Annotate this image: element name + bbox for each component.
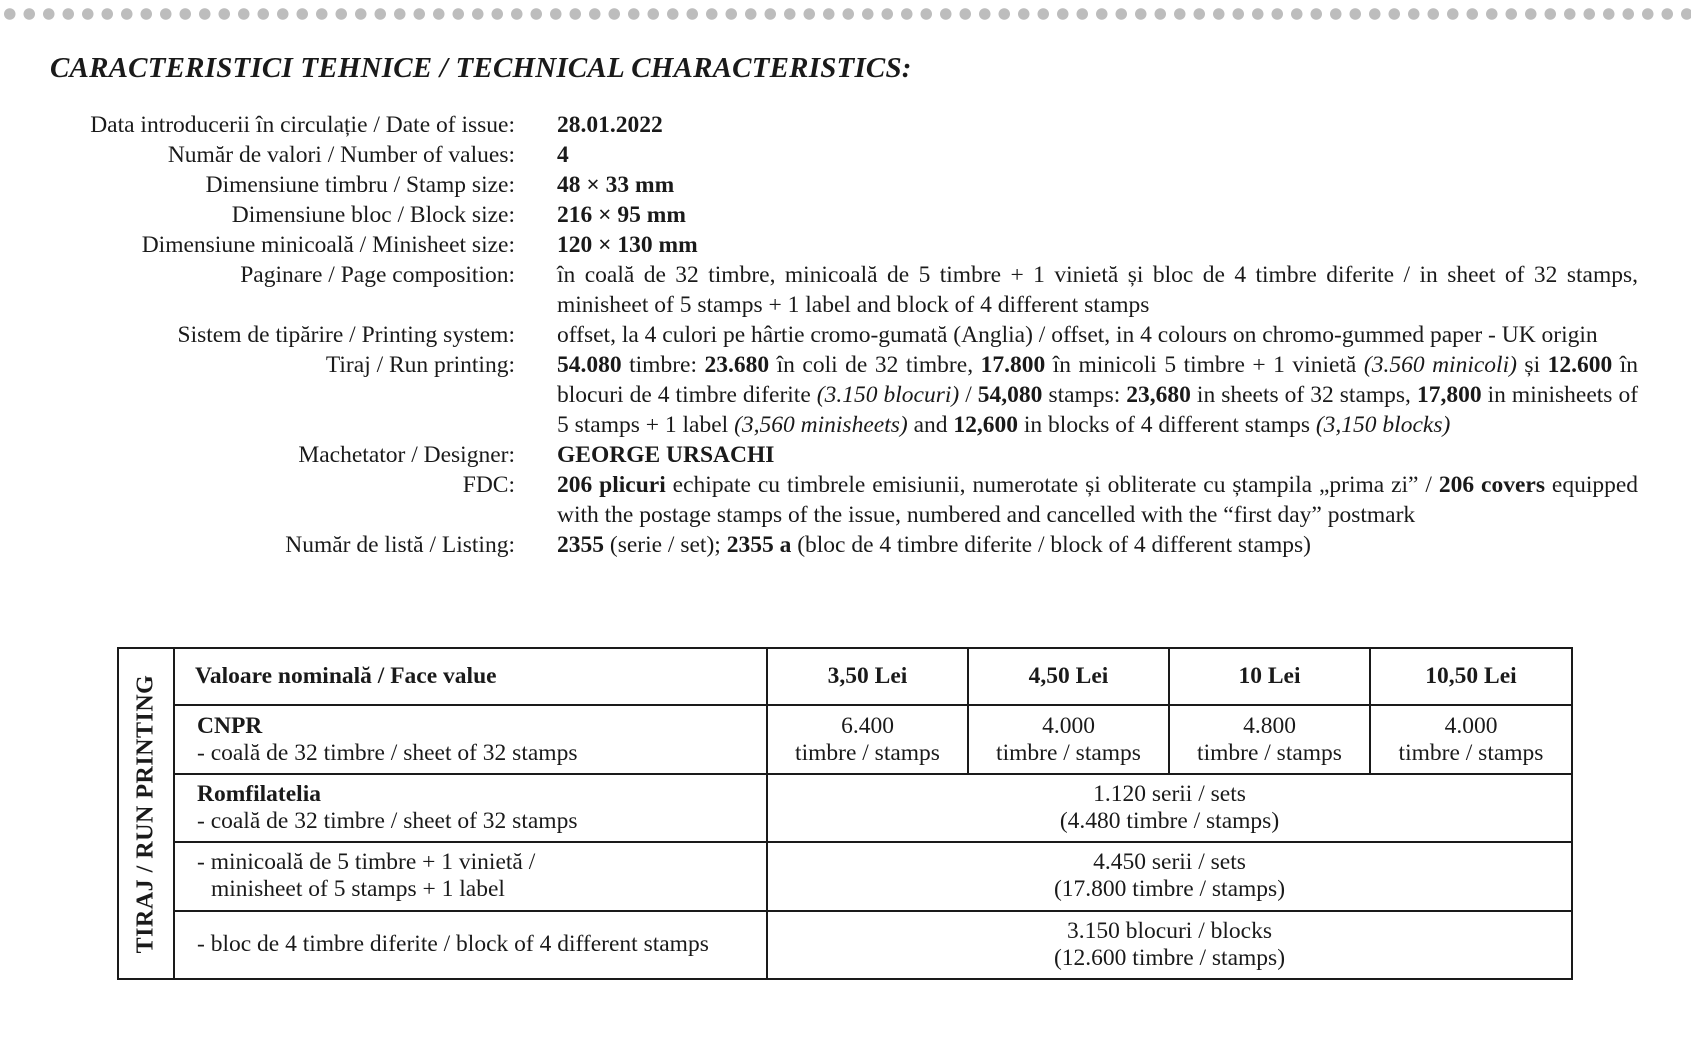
block-desc-cell xyxy=(174,911,767,979)
cnpr-name: CNPR xyxy=(197,712,263,739)
run-text: in sheets of 32 stamps, xyxy=(1190,382,1417,408)
spec-run-printing xyxy=(0,350,1691,440)
romfilatelia-sets: 1.120 serii / sets xyxy=(1093,780,1246,807)
specs-list xyxy=(0,110,1691,560)
fdc-text-en: equipped with the postage stamps of the issue, numbered and cancelled with the “first day” postmark xyxy=(557,472,1639,528)
run-minisheets-count-en: (3,560 minisheets) xyxy=(734,412,908,438)
listing-set-number: 2355 xyxy=(557,532,604,558)
spec-value: 4 xyxy=(557,142,569,168)
spec-listing xyxy=(0,530,1691,560)
spec-label: Dimensiune timbru / Stamp size: xyxy=(205,172,515,198)
cnpr-value-number: 6.400 xyxy=(841,712,894,739)
spec-value xyxy=(557,350,1638,440)
spec-label: Data introducerii în circulație / Date of issue: xyxy=(90,112,515,138)
minisheet-value xyxy=(767,842,1572,910)
romfilatelia-value xyxy=(767,774,1572,842)
run-minisheets-ro: 17.800 xyxy=(980,352,1046,378)
run-text: în coli de 32 timbre, xyxy=(769,352,981,378)
spec-value: în coală de 32 timbre, minicoală de 5 timbre + 1 vinietă și bloc de 4 timbre diferite / in sheet of 32 stamps, minisheet of 5 stamps + 1 label and block of 4 different stamps xyxy=(557,262,1638,318)
header-face-value-label: Valoare nominală / Face value xyxy=(174,648,767,705)
spec-label: Dimensiune minicoală / Minisheet size: xyxy=(141,232,515,258)
cnpr-desc: - coală de 32 timbre / sheet of 32 stamps xyxy=(197,739,578,766)
spec-value: offset, la 4 culori pe hârtie cromo-gumată (Anglia) / offset, in 4 colours on chromo-gummed paper - UK origin xyxy=(557,322,1598,348)
run-text: and xyxy=(907,412,954,438)
cnpr-value-1 xyxy=(767,705,968,773)
spec-label: Tiraj / Run printing: xyxy=(325,352,515,378)
spec-value: 28.01.2022 xyxy=(557,112,663,138)
spec-block-size xyxy=(0,200,1691,230)
side-label: TIRAJ / RUN PRINTING xyxy=(132,674,159,953)
minisheet-desc-ro: - minicoală de 5 timbre + 1 vinietă / xyxy=(197,849,536,876)
table-header-row xyxy=(118,648,1572,705)
table-row-minisheet xyxy=(118,842,1572,910)
spec-label: Număr de valori / Number of values: xyxy=(167,142,515,168)
minisheet-sets: 4.450 serii / sets xyxy=(1093,849,1246,876)
minisheet-stamps: (17.800 timbre / stamps) xyxy=(1053,876,1286,903)
block-desc: - bloc de 4 timbre diferite / block of 4 different stamps xyxy=(197,931,709,958)
run-text: in blocks of 4 different stamps xyxy=(1018,412,1316,438)
run-text: in minisheets of 5 stamps + 1 label xyxy=(557,382,1639,438)
run-sheets-ro: 23.680 xyxy=(704,352,770,378)
run-minisheets-count-ro: (3.560 minicoli) xyxy=(1363,352,1517,378)
spec-value: 48 × 33 mm xyxy=(557,172,675,198)
spec-printing-system xyxy=(0,320,1691,350)
dotted-border-top xyxy=(0,6,1691,22)
run-text: timbre: xyxy=(621,352,705,378)
table-row-block xyxy=(118,911,1572,979)
spec-fdc xyxy=(0,470,1691,530)
run-blocks-count-ro: (3.150 blocuri) xyxy=(816,382,960,408)
run-blocks-ro: 12.600 xyxy=(1547,352,1613,378)
romfilatelia-desc-cell xyxy=(174,774,767,842)
header-face-value-1: 3,50 Lei xyxy=(767,648,968,705)
cnpr-value-4 xyxy=(1370,705,1572,773)
block-count: 3.150 blocuri / blocks xyxy=(1067,917,1272,944)
header-face-value-3: 10 Lei xyxy=(1169,648,1370,705)
cnpr-value-unit: timbre / stamps xyxy=(996,739,1141,766)
spec-label: FDC: xyxy=(462,472,515,498)
spec-value: 216 × 95 mm xyxy=(557,202,686,228)
fdc-count-en: 206 covers xyxy=(1438,472,1545,498)
table-row-cnpr xyxy=(118,705,1572,773)
spec-label: Dimensiune bloc / Block size: xyxy=(231,202,515,228)
spec-value xyxy=(557,470,1638,530)
spec-label: Sistem de tipărire / Printing system: xyxy=(177,322,515,348)
fdc-count-ro: 206 plicuri xyxy=(557,472,666,498)
cnpr-desc-cell xyxy=(174,705,767,773)
run-minisheets-en: 17,800 xyxy=(1416,382,1482,408)
listing-set-text: (serie / set); xyxy=(604,532,727,558)
spec-page-composition xyxy=(0,260,1691,320)
minisheet-desc-cell xyxy=(174,842,767,910)
run-text: și xyxy=(1516,352,1548,378)
listing-block-text: (bloc de 4 timbre diferite / block of 4 different stamps) xyxy=(791,532,1311,558)
romfilatelia-stamps: (4.480 timbre / stamps) xyxy=(1059,807,1280,834)
cnpr-value-unit: timbre / stamps xyxy=(1398,739,1544,766)
run-sheets-en: 23,680 xyxy=(1126,382,1191,408)
romfilatelia-desc: - coală de 32 timbre / sheet of 32 stamps xyxy=(197,807,578,834)
run-total-en: 54,080 xyxy=(977,382,1043,408)
cnpr-value-number: 4.000 xyxy=(1444,712,1498,739)
header-face-value-2: 4,50 Lei xyxy=(968,648,1169,705)
cnpr-value-3 xyxy=(1169,705,1370,773)
run-text: / xyxy=(959,382,978,408)
romfilatelia-name: Romfilatelia xyxy=(197,780,321,807)
spec-label: Machetator / Designer: xyxy=(298,442,515,468)
run-text: în blocuri de 4 timbre diferite xyxy=(557,352,1639,408)
spec-label: Număr de listă / Listing: xyxy=(285,532,515,558)
section-heading: CARACTERISTICI TEHNICE / TECHNICAL CHARACTERISTICS: xyxy=(50,52,912,84)
spec-label: Paginare / Page composition: xyxy=(240,262,515,288)
spec-value: GEORGE URSACHI xyxy=(557,442,775,468)
cnpr-value-unit: timbre / stamps xyxy=(795,739,940,766)
block-value xyxy=(767,911,1572,979)
run-total-ro: 54.080 xyxy=(557,352,622,378)
listing-block-number: 2355 a xyxy=(726,532,792,558)
cnpr-value-number: 4.800 xyxy=(1243,712,1296,739)
run-printing-table xyxy=(117,647,1573,980)
block-stamps: (12.600 timbre / stamps) xyxy=(1053,944,1286,971)
table-row-romfilatelia xyxy=(118,774,1572,842)
minisheet-desc-en: minisheet of 5 stamps + 1 label xyxy=(211,876,505,903)
cnpr-value-2 xyxy=(968,705,1169,773)
spec-number-of-values xyxy=(0,140,1691,170)
run-text: stamps: xyxy=(1042,382,1127,408)
spec-stamp-size xyxy=(0,170,1691,200)
cnpr-value-unit: timbre / stamps xyxy=(1197,739,1342,766)
header-face-value-4: 10,50 Lei xyxy=(1370,648,1572,705)
spec-minisheet-size xyxy=(0,230,1691,260)
side-label-cell xyxy=(118,648,174,979)
run-blocks-count-en: (3,150 blocks) xyxy=(1315,412,1451,438)
run-blocks-en: 12,600 xyxy=(953,412,1019,438)
cnpr-value-number: 4.000 xyxy=(1042,712,1095,739)
spec-value xyxy=(557,530,1638,560)
run-text: în minicoli 5 timbre + 1 vinietă xyxy=(1045,352,1364,378)
spec-designer xyxy=(0,440,1691,470)
spec-date xyxy=(0,110,1691,140)
fdc-text-ro: echipate cu timbrele emisiunii, numerotate și obliterate cu ștampila „prima zi” / xyxy=(665,472,1439,498)
spec-value: 120 × 130 mm xyxy=(557,232,698,258)
